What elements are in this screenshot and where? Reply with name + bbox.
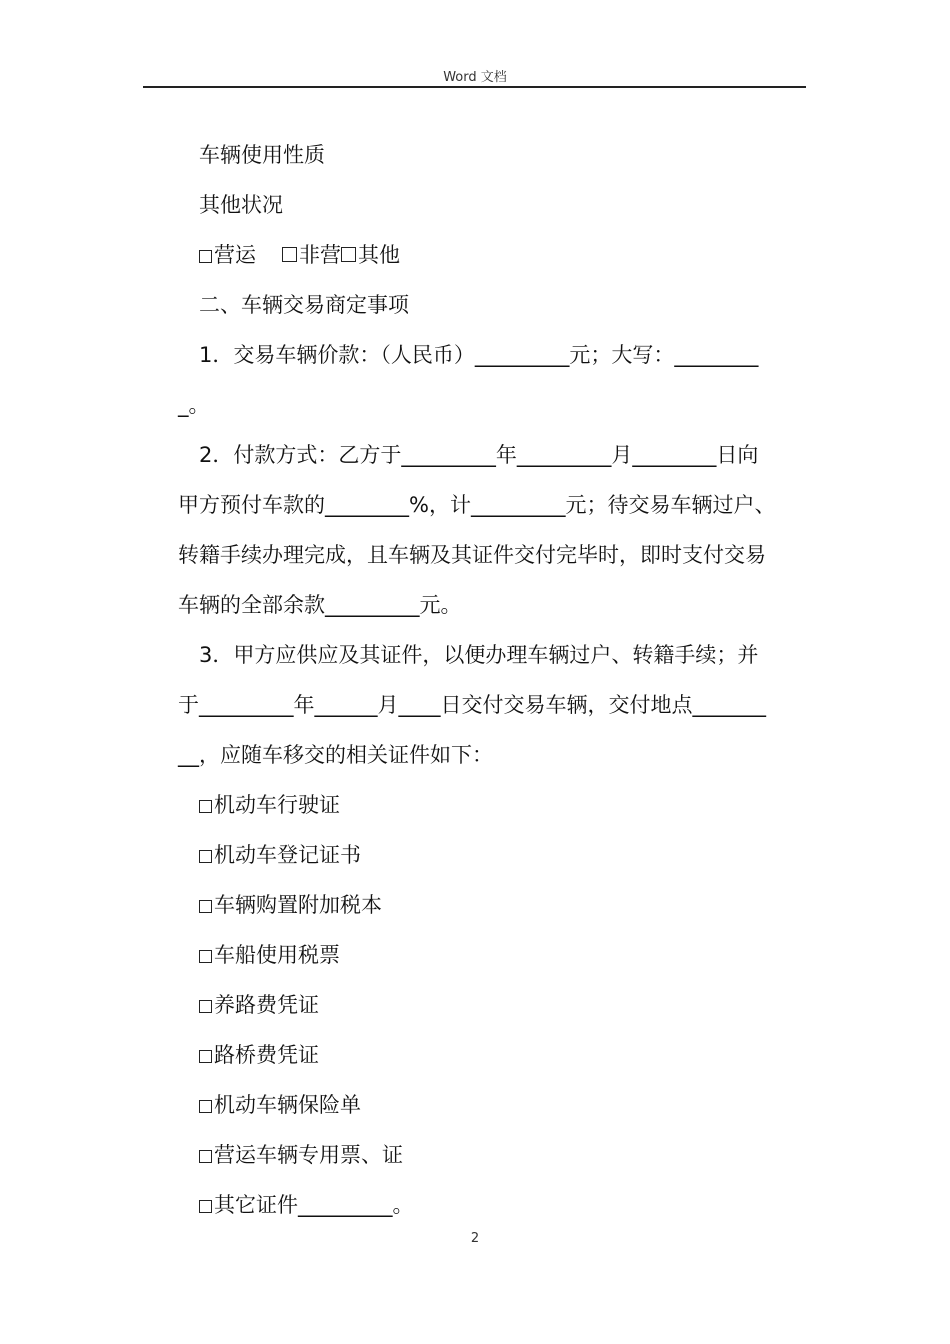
checkbox-icon[interactable] bbox=[199, 1100, 212, 1113]
list-item bbox=[178, 1080, 808, 1130]
checkbox-icon[interactable] bbox=[199, 850, 212, 863]
list-item-label: 车船使用税票 bbox=[214, 943, 340, 967]
clause-3-line-1: 3．甲方应供应及其证件，以便办理车辆过户、转籍手续；并 bbox=[199, 643, 759, 667]
section-heading: 二、车辆交易商定事项 bbox=[199, 293, 409, 317]
checkbox-icon[interactable] bbox=[199, 800, 212, 813]
other-status-label: 其他状况 bbox=[199, 193, 283, 217]
clause-2-line-4: 车辆的全部余款_________元。 bbox=[178, 593, 462, 617]
clause-1-line-2: _。 bbox=[178, 393, 210, 417]
clause-3-line-3: __，应随车移交的相关证件如下： bbox=[178, 743, 493, 767]
checkbox-icon[interactable] bbox=[199, 1050, 212, 1063]
list-item bbox=[178, 880, 808, 930]
list-item-label: 其它证件_________。 bbox=[214, 1193, 414, 1217]
list-item bbox=[178, 1180, 808, 1230]
page-header: Word 文档 bbox=[443, 70, 507, 85]
checkbox-icon[interactable] bbox=[199, 1200, 212, 1213]
list-item bbox=[178, 830, 808, 880]
checkbox-icon[interactable] bbox=[199, 1000, 212, 1013]
header-divider bbox=[143, 86, 806, 88]
list-item bbox=[178, 780, 808, 830]
list-item-label: 营运车辆专用票、证 bbox=[214, 1143, 403, 1167]
checkbox-icon[interactable] bbox=[199, 900, 212, 913]
list-item-label: 机动车登记证书 bbox=[214, 843, 361, 867]
list-item bbox=[178, 1130, 808, 1180]
usage-options-line bbox=[178, 230, 808, 280]
list-item-label: 机动车辆保险单 bbox=[214, 1093, 361, 1117]
clause-3-line-2: 于_________年______月____日交付交易车辆，交付地点_______ bbox=[178, 693, 766, 717]
checkbox-icon[interactable] bbox=[199, 1150, 212, 1163]
clause-2-line-3: 转籍手续办理完成，且车辆及其证件交付完毕时，即时支付交易 bbox=[178, 543, 766, 567]
clause-2-line-1: 2．付款方式：乙方于_________年_________月________日向 bbox=[199, 443, 759, 467]
checkbox-icon[interactable] bbox=[341, 247, 356, 262]
list-item bbox=[178, 930, 808, 980]
option-commercial: 营运 bbox=[214, 243, 256, 267]
list-item-label: 养路费凭证 bbox=[214, 993, 319, 1017]
list-item-label: 路桥费凭证 bbox=[214, 1043, 319, 1067]
option-noncommercial: 非营 bbox=[299, 243, 341, 267]
vehicle-usage-label: 车辆使用性质 bbox=[199, 143, 325, 167]
checkbox-icon[interactable] bbox=[199, 250, 212, 263]
list-item bbox=[178, 1030, 808, 1080]
page-number: 2 bbox=[470, 1231, 480, 1246]
list-item-label: 机动车行驶证 bbox=[214, 793, 340, 817]
checkbox-icon[interactable] bbox=[199, 950, 212, 963]
clause-1-line-1: 1．交易车辆价款：（人民币）_________元；大写：________ bbox=[199, 343, 759, 367]
clause-2-line-2: 甲方预付车款的________%，计_________元；待交易车辆过户、 bbox=[178, 493, 776, 517]
checkbox-icon[interactable] bbox=[282, 247, 297, 262]
list-item-label: 车辆购置附加税本 bbox=[214, 893, 382, 917]
list-item bbox=[178, 980, 808, 1030]
option-other: 其他 bbox=[358, 243, 400, 267]
document-body bbox=[178, 130, 808, 1230]
